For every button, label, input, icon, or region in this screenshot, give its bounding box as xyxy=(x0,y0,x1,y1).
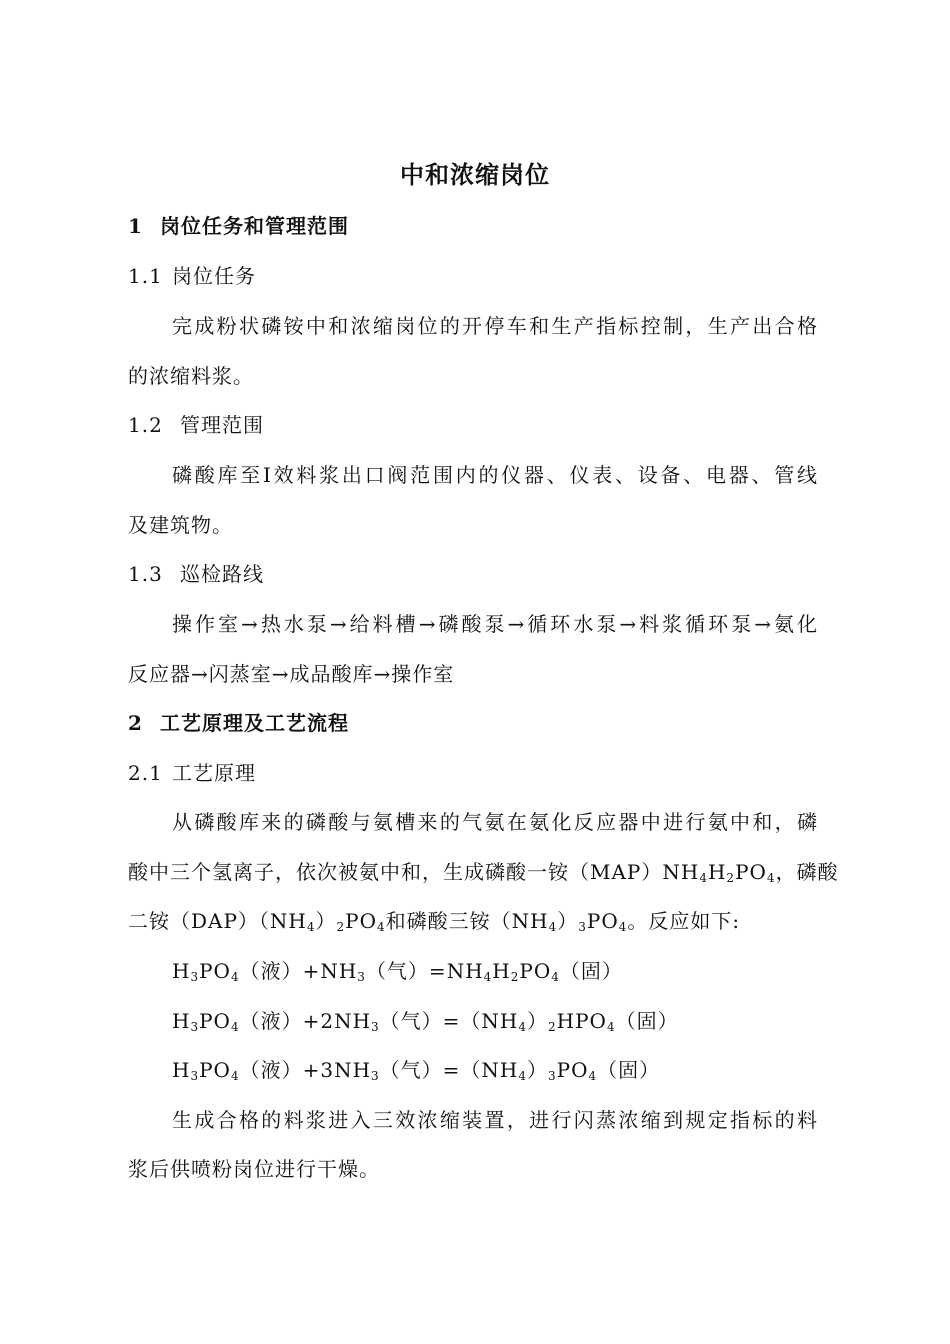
text-run: （液）+2NH xyxy=(239,1009,372,1033)
subscript: 4 xyxy=(230,1020,240,1034)
text-run: PO xyxy=(199,1058,231,1082)
subscript: 4 xyxy=(551,970,560,984)
equation-1 xyxy=(172,957,623,985)
equation-2 xyxy=(172,1007,679,1035)
subscript: 2 xyxy=(510,970,520,984)
subscript: 4 xyxy=(618,920,628,934)
paragraph-line: 完成粉状磷铵中和浓缩岗位的开停车和生产指标控制，生产出合格 xyxy=(172,314,818,338)
subscript: 3 xyxy=(190,1020,200,1034)
subscript: 3 xyxy=(578,920,587,934)
subscript: 4 xyxy=(606,1020,616,1034)
text-run: （固） xyxy=(615,1009,679,1033)
paragraph-line: 及建筑物。 xyxy=(128,513,233,537)
text-run: HPO xyxy=(556,1009,607,1033)
subscript: 3 xyxy=(371,1069,380,1083)
subscript: 3 xyxy=(190,1069,200,1083)
text-run: （气）=（NH xyxy=(379,1009,519,1033)
equation-3 xyxy=(172,1056,660,1084)
text-run: 酸中三个氢离子，依次被氨中和，生成磷酸一铵（MAP）NH xyxy=(128,860,700,884)
subscript: 4 xyxy=(766,871,776,885)
subsection-1-3-heading xyxy=(128,560,264,588)
subsection-number: 1.3 xyxy=(128,562,163,586)
subsection-title: 管理范围 xyxy=(180,413,264,437)
page-title: 中和浓缩岗位 xyxy=(400,160,550,189)
text-run: ） xyxy=(315,909,337,933)
subsection-1-1-heading xyxy=(128,262,256,290)
subscript: 3 xyxy=(548,1069,557,1083)
text-run: PO xyxy=(735,860,767,884)
text-run: （液）+NH xyxy=(239,959,358,983)
text-run: （气）=NH xyxy=(365,959,484,983)
section-number: 1 xyxy=(128,214,143,238)
subsection-number: 1.2 xyxy=(128,413,163,437)
text-run: H xyxy=(172,1058,191,1082)
text-run: PO xyxy=(556,1058,589,1082)
paragraph-line: 生成合格的料浆进入三效浓缩装置，进行闪蒸浓缩到规定指标的料 xyxy=(172,1108,818,1132)
subsection-2-1-heading xyxy=(128,759,256,787)
subscript: 4 xyxy=(306,920,316,934)
paragraph-line xyxy=(128,907,740,935)
subscript: 4 xyxy=(230,970,240,984)
subscript: 3 xyxy=(371,1020,380,1034)
paragraph-line: 从磷酸库来的磷酸与氨槽来的气氨在氨化反应器中进行氨中和，磷 xyxy=(172,810,818,834)
subsection-number: 2.1 xyxy=(128,761,163,785)
text-run: ） xyxy=(557,909,579,933)
section-2-heading xyxy=(128,709,349,737)
text-run: H xyxy=(172,1009,191,1033)
text-run: H xyxy=(172,959,191,983)
subscript: 4 xyxy=(230,1069,240,1083)
text-run: H xyxy=(492,959,511,983)
subsection-title: 岗位任务 xyxy=(172,264,256,288)
text-run: （液）+3NH xyxy=(239,1058,372,1082)
section-title: 工艺原理及工艺流程 xyxy=(160,711,349,735)
subsection-title: 巡检路线 xyxy=(180,562,264,586)
subscript: 3 xyxy=(357,970,366,984)
text-run: PO xyxy=(345,909,378,933)
subsection-title: 工艺原理 xyxy=(172,761,256,785)
paragraph-line: 操作室→热水泵→给料槽→磷酸泵→循环水泵→料浆循环泵→氨化 xyxy=(172,612,818,636)
paragraph-line xyxy=(128,858,839,886)
subsection-1-2-heading xyxy=(128,411,264,439)
subscript: 3 xyxy=(190,970,200,984)
subscript: 4 xyxy=(548,920,558,934)
subscript: 2 xyxy=(726,871,736,885)
text-run: ） xyxy=(527,1058,549,1082)
text-run: （固） xyxy=(559,959,623,983)
subscript: 2 xyxy=(336,920,346,934)
subscript: 4 xyxy=(588,1069,598,1083)
section-number: 2 xyxy=(128,711,143,735)
text-run: PO xyxy=(519,959,552,983)
subsection-number: 1.1 xyxy=(128,264,163,288)
section-1-heading xyxy=(128,212,349,240)
text-run: 二铵（DAP）（NH xyxy=(128,909,307,933)
text-run: ，磷酸 xyxy=(775,860,839,884)
text-run: 和磷酸三铵（NH xyxy=(385,909,549,933)
subscript: 2 xyxy=(548,1020,557,1034)
paragraph-line: 的浓缩料浆。 xyxy=(128,364,254,388)
text-run: （气）=（NH xyxy=(379,1058,519,1082)
text-run: 。反应如下: xyxy=(627,909,741,933)
text-run: H xyxy=(707,860,727,884)
text-run: PO xyxy=(199,959,231,983)
subscript: 4 xyxy=(699,871,708,885)
text-run: PO xyxy=(586,909,619,933)
subscript: 4 xyxy=(518,1020,528,1034)
subscript: 4 xyxy=(483,970,493,984)
paragraph-line: 反应器→闪蒸室→成品酸库→操作室 xyxy=(128,662,455,686)
subscript: 4 xyxy=(518,1069,528,1083)
subscript: 4 xyxy=(377,920,386,934)
paragraph-line: 浆后供喷粉岗位进行干燥。 xyxy=(128,1157,380,1181)
text-run: ） xyxy=(527,1009,549,1033)
section-title: 岗位任务和管理范围 xyxy=(160,214,349,238)
text-run: （固） xyxy=(597,1058,661,1082)
paragraph-line: 磷酸库至Ⅰ效料浆出口阀范围内的仪器、仪表、设备、电器、管线 xyxy=(172,463,818,487)
text-run: PO xyxy=(199,1009,231,1033)
